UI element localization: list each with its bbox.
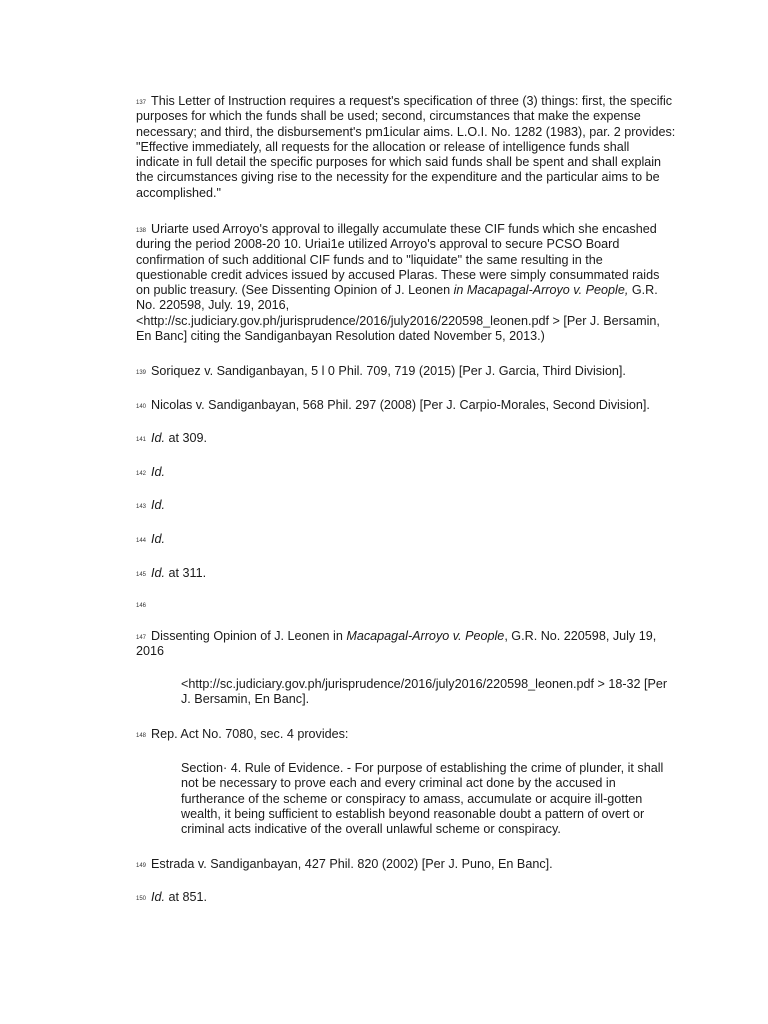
footnote-text: Rep. Act No. 7080, sec. 4 provides: (151, 727, 349, 741)
footnote-139 (136, 364, 676, 379)
footnote-number: 147 (136, 635, 147, 641)
footnote-number: 144 (136, 538, 147, 544)
footnote-text: at 311. (165, 566, 207, 580)
footnote-142 (136, 465, 676, 480)
footnote-text-cont: , G.R. No. 220598, July 19, 2016 (136, 629, 657, 659)
footnote-text: Nicolas v. Sandiganbayan, 568 Phil. 297 (2008) [Per J. Carpio-Morales, Second Division]. (151, 398, 650, 412)
footnote-137 (136, 94, 676, 201)
footnote-number: 148 (136, 733, 147, 739)
footnote-150 (136, 890, 676, 905)
footnote-number: 143 (136, 504, 147, 510)
footnote-148-quote-block: Section· 4. Rule of Evidence. - For purpose of establishing the crime of plunder, it shall not be necessary to prove each and every criminal act done by the accused in furtherance of the scheme or conspiracy to amass, accumulate or acquire ill-gotten wealth, it being sufficient to establish beyond reasonable doubt a pattern of overt or criminal acts indicative of the overall unlawful scheme or conspiracy. (181, 761, 664, 837)
footnote-text: Soriquez v. Sandiganbayan, 5 l 0 Phil. 709, 719 (2015) [Per J. Garcia, Third Division]. (151, 364, 626, 378)
footnote-text: Estrada v. Sandiganbayan, 427 Phil. 820 (2002) [Per J. Puno, En Banc]. (151, 857, 553, 871)
footnote-number: 149 (136, 863, 147, 869)
footnote-text: This Letter of Instruction requires a request's specification of three (3) things: first, the specific purposes for which the funds shall be used; second, circumstances that make the expense necessary; and third, the disbursement's pm1icular aims. L.O.I. No. 1282 (1983), par. 2 provides: "Effective immediately, all requests for the allocation or release of intelligence funds shall indicate in full detail the specific purposes for which said funds shall be spent and shall explain the circumstances giving rise to the necessity for the expenditure and the particular aims to be accomplished." (136, 94, 676, 200)
id-citation: Id. (151, 465, 166, 479)
footnote-147-url-block: <http://sc.judiciary.gov.ph/jurisprudence/2016/july2016/220598_leonen.pdf > 18-32 [Per J. Bersamin, En Banc]. (181, 677, 668, 707)
footnote-text: Dissenting Opinion of J. Leonen in (151, 629, 347, 643)
footnote-141 (136, 431, 676, 446)
footnote-143 (136, 498, 676, 513)
id-citation: Id. (151, 890, 166, 904)
footnote-145 (136, 566, 676, 581)
footnote-number: 145 (136, 572, 147, 578)
footnote-147 (136, 629, 676, 660)
id-citation: Id. (151, 431, 166, 445)
footnote-number: 139 (136, 370, 147, 376)
footnote-text: at 309. (165, 431, 208, 445)
footnote-number: 140 (136, 404, 147, 410)
id-citation: Id. (151, 498, 166, 512)
case-citation: in Macapagal-Arroyo v. People, (453, 283, 629, 298)
footnote-number: 141 (136, 437, 147, 443)
footnote-number: 138 (136, 228, 147, 234)
footnote-149 (136, 857, 676, 872)
footnote-number: 146 (136, 603, 147, 609)
footnote-number: 150 (136, 896, 147, 902)
footnote-144 (136, 532, 676, 547)
footnote-number: 142 (136, 471, 147, 477)
footnote-text: Uriarte used Arroyo's approval to illegally accumulate these CIF funds which she encashed during the period 2008-20 10. Uriai1e utilized Arroyo's approval to secure PCSO Board confirmation of such additional CIF funds and to "liquidate" the same resulting in the questionable credit advices issued by accused Plaras. These were simply consummated raids on public treasury. (See Dissenting Opinion of J. Leonen (136, 222, 660, 298)
footnote-text: at 851. (165, 890, 208, 904)
footnote-number: 137 (136, 100, 147, 106)
footnote-text-cont: G.R. No. 220598, July. 19, 2016, <http://sc.judiciary.gov.ph/jurisprudence/2016/july2016/220598_leonen.pdf > [Per J. Bersamin, En Banc] citing the Sandiganbayan Resolution dated November 5, 2013.) (136, 283, 660, 344)
id-citation: Id. (151, 566, 166, 580)
footnote-140 (136, 398, 676, 413)
footnote-148 (136, 727, 676, 742)
footnote-146 (136, 597, 676, 612)
footnote-138 (136, 222, 676, 344)
id-citation: Id. (151, 532, 166, 546)
case-citation: Macapagal-Arroyo v. People (346, 629, 505, 643)
